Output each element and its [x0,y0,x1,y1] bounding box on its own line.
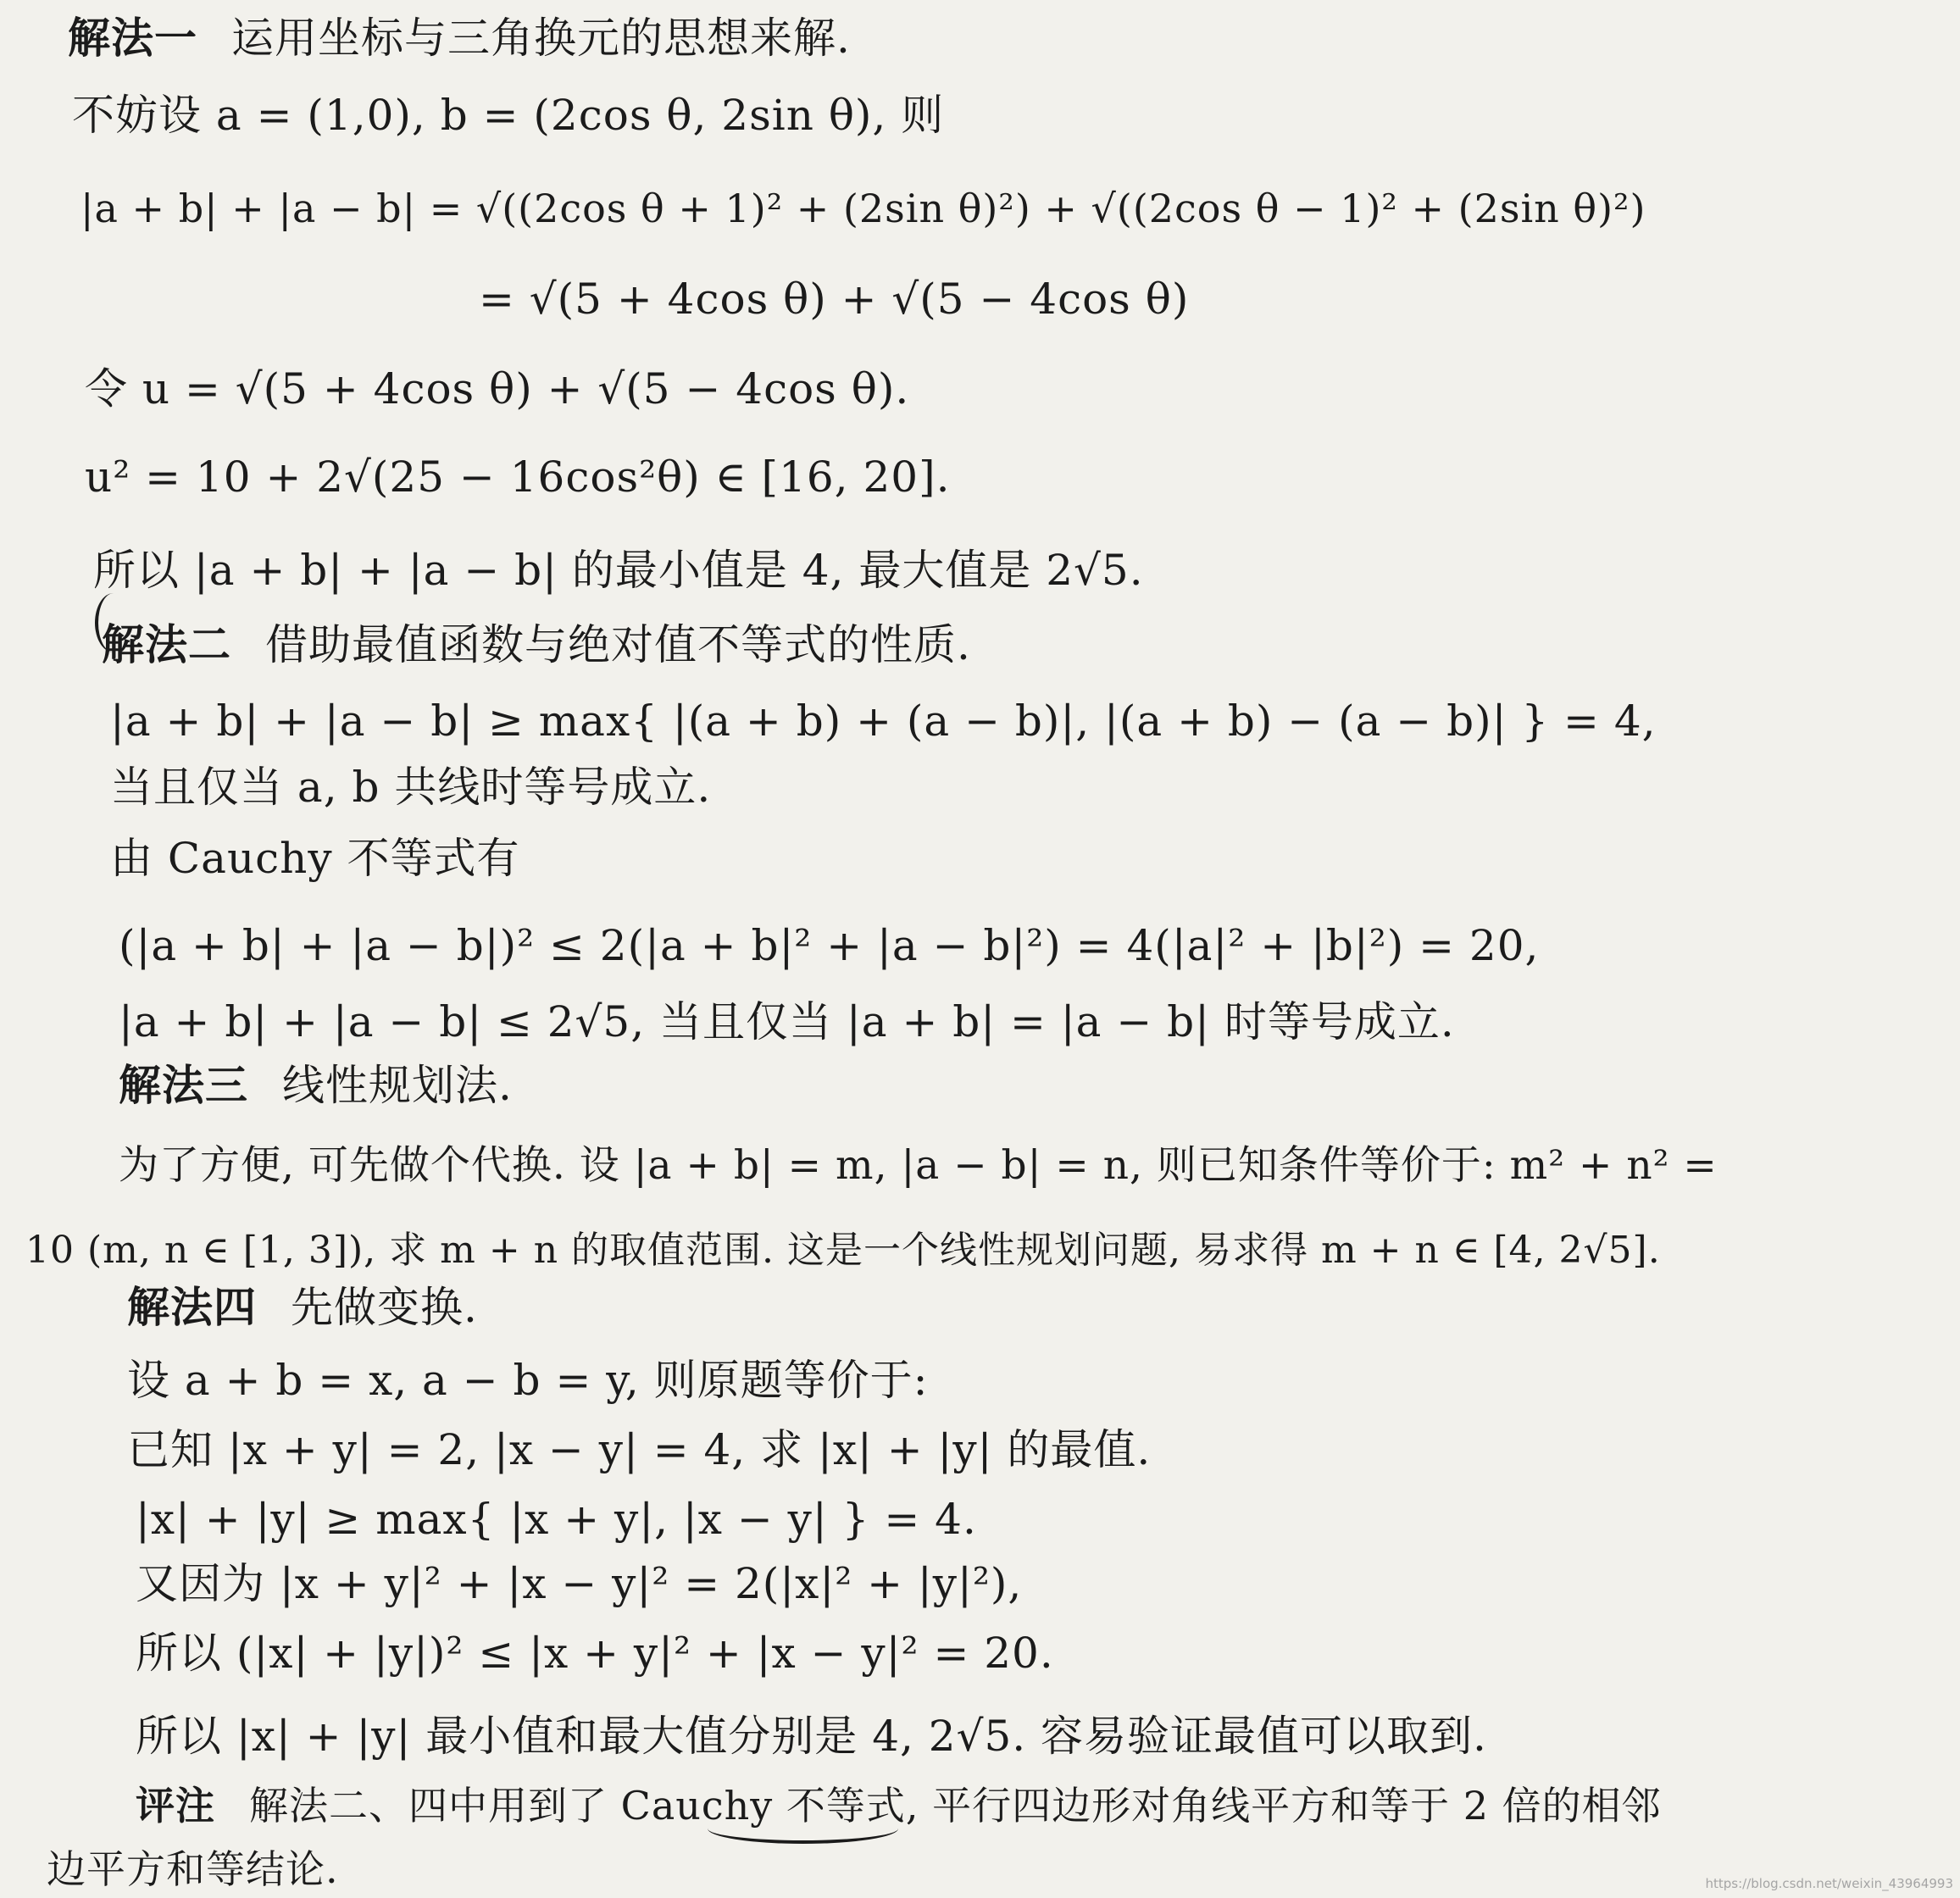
method-4-label: 解法四 [127,1283,257,1332]
text-line-10: 由 Cauchy 不等式有 [110,834,520,883]
text-line-12: |a + b| + |a − b| ≤ 2√5, 当且仅当 |a + b| = |a − b| 时等号成立. [119,997,1455,1046]
method-1-label: 解法一 [68,14,197,63]
method-4-heading-line [127,1281,478,1334]
method-1-title: 运用坐标与三角换元的思想来解. [231,14,851,63]
equation-line-3: = √(5 + 4cos θ) + √(5 − 4cos θ) [479,275,1190,324]
method-2-title: 借助最值函数与绝对值不等式的性质. [265,620,971,669]
equation-line-2: |a + b| + |a − b| = √((2cos θ + 1)² + (2sin θ)²) + √((2cos θ − 1)² + (2sin θ)²) [81,186,1646,231]
text-line-17: 设 a + b = x, a − b = y, 则原题等价于: [127,1356,929,1405]
text-line-6: 所以 |a + b| + |a − b| 的最小值是 4, 最大值是 2√5. [93,546,1144,595]
text-line-15: 10 (m, n ∈ [1, 3]), 求 m + n 的取值范围. 这是一个线性规划问题, 易求得 m + n ∈ [4, 2√5]. [25,1229,1661,1272]
method-3-label: 解法三 [119,1061,248,1110]
text-line-24: 边平方和等结论. [47,1846,339,1892]
method-4-title: 先做变换. [291,1283,478,1332]
equation-line-5: u² = 10 + 2√(25 − 16cos²θ) ∈ [16, 20]. [85,452,951,502]
watermark: https://blog.csdn.net/weixin_43964993 [1705,1876,1953,1891]
text-line-20: 又因为 |x + y|² + |x − y|² = 2(|x|² + |y|²), [136,1559,1023,1608]
method-1-heading-line [68,12,851,64]
remark-label: 评注 [136,1783,215,1829]
remark-heading-line [136,1779,1662,1832]
text-line-14: 为了方便, 可先做个代换. 设 |a + b| = m, |a − b| = n, 则已知条件等价于: m² + n² = [119,1142,1718,1189]
text-line-9: 当且仅当 a, b 共线时等号成立. [110,763,712,812]
text-line-21: 所以 (|x| + |y|)² ≤ |x + y|² + |x − y|² = 20. [136,1629,1054,1678]
text-line-22: 所以 |x| + |y| 最小值和最大值分别是 4, 2√5. 容易验证最值可以取到. [136,1712,1487,1761]
handwritten-underline [708,1829,898,1844]
method-2-label: 解法二 [102,620,231,669]
method-3-heading-line [119,1059,513,1112]
text-line-18: 已知 |x + y| = 2, |x − y| = 4, 求 |x| + |y| 的最值. [127,1425,1152,1474]
method-3-title: 线性规划法. [282,1061,513,1110]
text-line-1: 不妨设 a = (1,0), b = (2cos θ, 2sin θ), 则 [72,91,945,140]
equation-line-8: |a + b| + |a − b| ≥ max{ |(a + b) + (a − b)|, |(a + b) − (a − b)| } = 4, [110,696,1657,746]
remark-text: 解法二、四中用到了 Cauchy 不等式, 平行四边形对角线平方和等于 2 倍的相邻 [249,1783,1662,1829]
equation-line-4: 令 u = √(5 + 4cos θ) + √(5 − 4cos θ). [85,364,910,413]
method-2-heading-line [102,619,971,671]
equation-line-19: |x| + |y| ≥ max{ |x + y|, |x − y| } = 4. [136,1495,977,1544]
equation-line-11: (|a + b| + |a − b|)² ≤ 2(|a + b|² + |a − b|²) = 4(|a|² + |b|²) = 20, [119,921,1540,970]
